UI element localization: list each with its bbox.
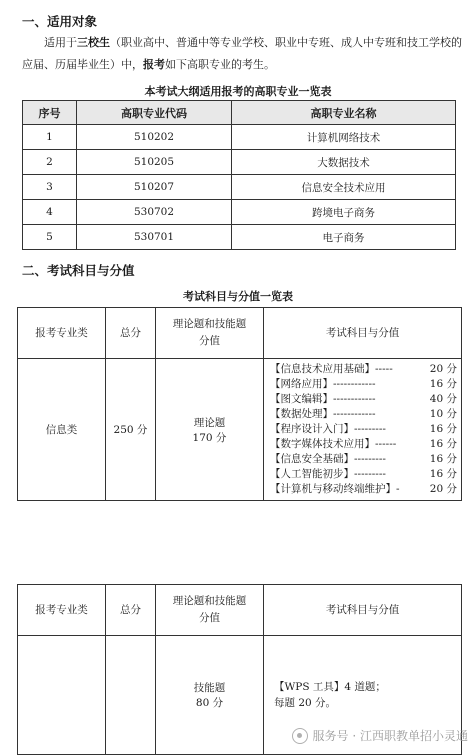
part-score: 80 分 — [195, 697, 224, 709]
header-theory-line1: 理论题和技能题 — [172, 318, 247, 330]
subject-score: 20 分 — [429, 483, 457, 495]
part-label: 技能题 — [193, 682, 226, 694]
table-row — [23, 175, 456, 200]
subject-score: 40 分 — [429, 393, 457, 405]
table-header-row — [18, 585, 462, 636]
header-category: 报考专业类 — [18, 308, 106, 359]
cell-name: 电子商务 — [232, 225, 456, 250]
part-score: 170 分 — [192, 431, 227, 444]
header-theory — [156, 585, 264, 636]
cell-part — [156, 359, 264, 501]
list-item — [270, 422, 457, 437]
subject-score: 16 分 — [429, 438, 457, 450]
subject-score: 16 分 — [429, 468, 457, 480]
list-item — [270, 482, 457, 497]
cell-no: 3 — [23, 175, 77, 200]
para-mid: （职业高中、普通中等专业学校、职业中专班、成人中专班和技工学校的应届、历届毕业生）中， — [22, 36, 462, 71]
header-total: 总分 — [106, 585, 156, 636]
header-total: 总分 — [106, 308, 156, 359]
cell-total-empty — [106, 636, 156, 755]
header-category: 报考专业类 — [18, 585, 106, 636]
header-subjects: 考试科目与分值 — [264, 308, 462, 359]
section1-paragraph — [22, 32, 462, 76]
table-row — [23, 125, 456, 150]
cell-code: 530702 — [77, 200, 232, 225]
cell-name: 计算机网络技术 — [232, 125, 456, 150]
table1-caption: 本考试大纲适用报考的高职专业一览表 — [144, 85, 332, 98]
subject-label: 【数字媒体技术应用】------ — [270, 438, 397, 450]
list-item — [270, 392, 457, 407]
cell-part — [156, 636, 264, 755]
header-no: 序号 — [23, 101, 77, 125]
header-name: 高职专业名称 — [232, 101, 456, 125]
table-header-row — [23, 101, 456, 125]
desc-line2: 每题 20 分。 — [274, 697, 337, 709]
cell-name: 信息安全技术应用 — [232, 175, 456, 200]
majors-table — [22, 100, 456, 250]
subject-label: 【图文编辑】------------ — [270, 393, 376, 405]
header-theory-line2: 分值 — [199, 612, 220, 624]
subject-label: 【人工智能初步】--------- — [270, 468, 386, 480]
header-theory-line2: 分值 — [199, 335, 220, 347]
subjects-table — [17, 307, 462, 501]
cell-code: 510205 — [77, 150, 232, 175]
subject-score: 16 分 — [429, 378, 457, 390]
section1-heading: 一、适用对象 — [22, 14, 98, 29]
list-item — [270, 467, 457, 482]
subject-label: 【信息技术应用基础】----- — [270, 363, 393, 375]
header-code: 高职专业代码 — [77, 101, 232, 125]
subject-score: 20 分 — [429, 363, 457, 375]
cell-category-empty — [18, 636, 106, 755]
subject-label: 【信息安全基础】--------- — [270, 453, 386, 465]
header-subjects: 考试科目与分值 — [264, 585, 462, 636]
para-pre: 适用于 — [44, 36, 77, 49]
table-header-row — [18, 308, 462, 359]
list-item — [270, 377, 457, 392]
subject-score: 16 分 — [429, 423, 457, 435]
cell-no: 4 — [23, 200, 77, 225]
cell-no: 1 — [23, 125, 77, 150]
cell-code: 510207 — [77, 175, 232, 200]
subject-score: 10 分 — [429, 408, 457, 420]
cell-name: 大数据技术 — [232, 150, 456, 175]
cell-no: 5 — [23, 225, 77, 250]
para-bold-1: 三校生 — [77, 36, 110, 49]
list-item — [270, 362, 457, 377]
watermark-text: 服务号 · 江西职教单招小灵通 — [312, 729, 468, 743]
part-label: 理论题 — [193, 416, 226, 429]
table-row — [18, 359, 462, 501]
table-row — [23, 225, 456, 250]
watermark — [292, 727, 468, 744]
cell-code: 510202 — [77, 125, 232, 150]
table-row — [23, 200, 456, 225]
cell-total: 250 分 — [106, 359, 156, 501]
cell-subject-list — [264, 359, 462, 501]
header-theory-line1: 理论题和技能题 — [172, 595, 247, 607]
para-post: 如下高职专业的考生。 — [165, 58, 275, 71]
cell-no: 2 — [23, 150, 77, 175]
subject-score: 16 分 — [429, 453, 457, 465]
subject-label: 【网络应用】------------ — [270, 378, 376, 390]
para-bold-2: 报考 — [143, 58, 165, 71]
subject-label: 【数据处理】------------ — [270, 408, 376, 420]
header-theory — [156, 308, 264, 359]
list-item — [270, 437, 457, 452]
cell-name: 跨境电子商务 — [232, 200, 456, 225]
list-item — [270, 407, 457, 422]
cell-code: 530701 — [77, 225, 232, 250]
section2-heading: 二、考试科目与分值 — [22, 263, 135, 278]
table2-caption: 考试科目与分值一览表 — [183, 290, 293, 303]
subject-label: 【程序设计入门】--------- — [270, 423, 386, 435]
wechat-service-icon — [292, 728, 308, 744]
subject-label: 【计算机与移动终端维护】- — [270, 483, 400, 495]
list-item — [270, 452, 457, 467]
table-row — [23, 150, 456, 175]
cell-category: 信息类 — [18, 359, 106, 501]
desc-line1: 【WPS 工具】4 道题； — [274, 681, 386, 693]
